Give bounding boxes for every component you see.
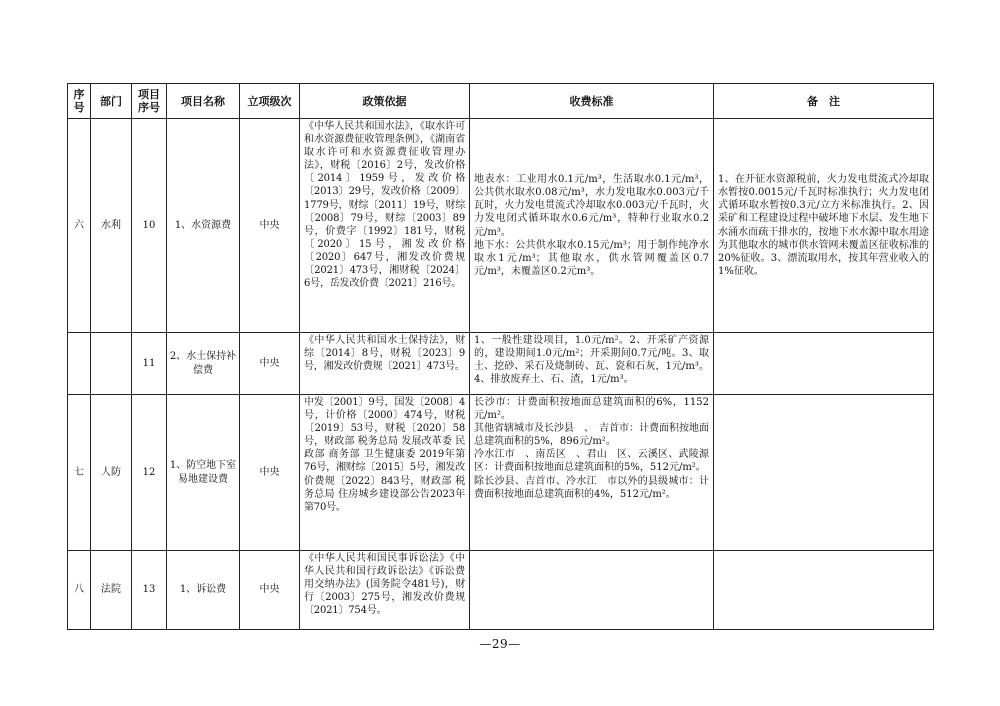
fee-table [67,83,934,630]
cell-dept [91,333,132,395]
cell-level: 中央 [240,333,300,395]
cell-level: 中央 [240,119,300,333]
header-remark: 备 注 [714,84,934,119]
cell-standard [470,333,714,395]
cell-item-name: 1、防空地下室易地建设费 [167,395,240,551]
table-header-row [68,84,934,119]
cell-remark: 1、在开征水资源税前，火力发电贯流式冷却取水暂按0.0015元/千瓦时标准执行；火力发电闭式循环取水暂按0.3元/立方米标准执行。2、因采矿和工程建设过程中破坏地下水层、发生地下水涌水而疏干排水的，按地下水水源中取水用途为其他取水的城市供水管网未覆盖区征收标准的20%征收。3、漂流取用水，按其年营业收入的1%征收。 [714,119,934,333]
header-seq: 序号 [68,84,91,119]
cell-basis: 中发〔2001〕9号，国发〔2008〕4号，计价格〔2000〕474号，财税〔2019〕53号，财税〔2020〕58号，财政部 税务总局 发展改革委 民政部 商务部 卫生健康委 2019年第76号，湘财综〔2015〕5号，湘发改价费规〔2022〕843号，财政部 税务总局 住房城乡建设部公告2023年第70号。 [300,395,470,551]
cell-remark [714,333,934,395]
header-dept: 部门 [91,84,132,119]
cell-dept: 人防 [91,395,132,551]
table-row [68,333,934,395]
header-level: 立项级次 [240,84,300,119]
standard-paragraph: 其他省辖城市及长沙县 、 吉首市：计费面积按地面总建筑面积的5%，896元/m²。 [474,423,709,448]
cell-dept: 法院 [91,551,132,630]
page-number: —29— [479,637,521,651]
table-row [68,119,934,333]
cell-remark [714,395,934,551]
cell-item-seq: 11 [132,333,167,395]
cell-item-name: 2、水土保持补偿费 [167,333,240,395]
cell-basis: 《中华人民共和国民事诉讼法》《中华人民共和国行政诉讼法》《诉讼费用交纳办法》(国务院令481号)，财行〔2003〕275号，湘发改价费规〔2021〕754号。 [300,551,470,630]
table-row [68,551,934,630]
standard-paragraph: 地下水：公共供水取水0.15元/m³；用于制作纯净水取水1元/m³；其他取水，供水管网覆盖区0.7元/m³，未覆盖区0.2元m³。 [474,239,709,277]
cell-item-seq: 13 [132,551,167,630]
cell-standard [470,551,714,630]
cell-seq [68,333,91,395]
cell-standard [470,119,714,333]
header-item-name: 项目名称 [167,84,240,119]
cell-seq: 六 [68,119,91,333]
cell-seq: 七 [68,395,91,551]
cell-basis: 《中华人民共和国水法》，《取水许可和水资源费征收管理条例》，《湖南省取水许可和水资源费征收管理办法》，财税〔2016〕2号，发改价格〔2014〕1959号，发改价格〔2013〕29号，发改价格〔2009〕1779号，财综〔2011〕19号，财综〔2008〕79号，财综〔2003〕89号，价费字〔1992〕181号，财税〔2020〕15号，湘发改价格〔2020〕647号，湘发改价费规〔2021〕473号，湘财税〔2024〕6号，岳发改价费〔2021〕216号。 [300,119,470,333]
table-row [68,395,934,551]
header-basis: 政策依据 [300,84,470,119]
standard-paragraph: 1、一般性建设项目，1.0元/m²。2、开采矿产资源的，建设期间1.0元/m²；开采期间0.7元/吨。3、取土、挖砂、采石及烧制砖、瓦、瓷和石灰，1元/m³。4、排放废弃土、石、渣，1元/m³。 [474,335,709,386]
cell-basis: 《中华人民共和国水土保持法》，财综〔2014〕8号，财税〔2023〕9号，湘发改价费规〔2021〕473号。 [300,333,470,395]
cell-level: 中央 [240,551,300,630]
cell-item-seq: 12 [132,395,167,551]
standard-paragraph: 地表水：工业用水0.1元/m³，生活取水0.1元/m³，公共供水取水0.08元/m³，水力发电取水0.003元/千瓦时，火力发电贯流式冷却取水0.003元/千瓦时，火力发电闭式循环取水0.6元/m³，特种行业取水0.2元/m³。 [474,174,709,238]
cell-remark [714,551,934,630]
cell-item-name: 1、诉讼费 [167,551,240,630]
fee-table-page [67,83,933,630]
header-item-seq: 项目序号 [132,84,167,119]
cell-dept: 水利 [91,119,132,333]
standard-paragraph: 除长沙县、吉首市、冷水江 市以外的县级城市：计费面积按地面总建筑面积的4%，512元/m²。 [474,475,709,500]
standard-paragraph: 冷水江市 、南岳区 、君山 区、云溪区、武陵源区：计费面积按地面总建筑面积的5%，512元/m²。 [474,449,709,474]
cell-seq: 八 [68,551,91,630]
cell-item-seq: 10 [132,119,167,333]
cell-level: 中央 [240,395,300,551]
standard-paragraph: 长沙市：计费面积按地面总建筑面积的6%，1152元/m²。 [474,397,709,422]
header-standard: 收费标准 [470,84,714,119]
cell-standard [470,395,714,551]
cell-item-name: 1、水资源费 [167,119,240,333]
